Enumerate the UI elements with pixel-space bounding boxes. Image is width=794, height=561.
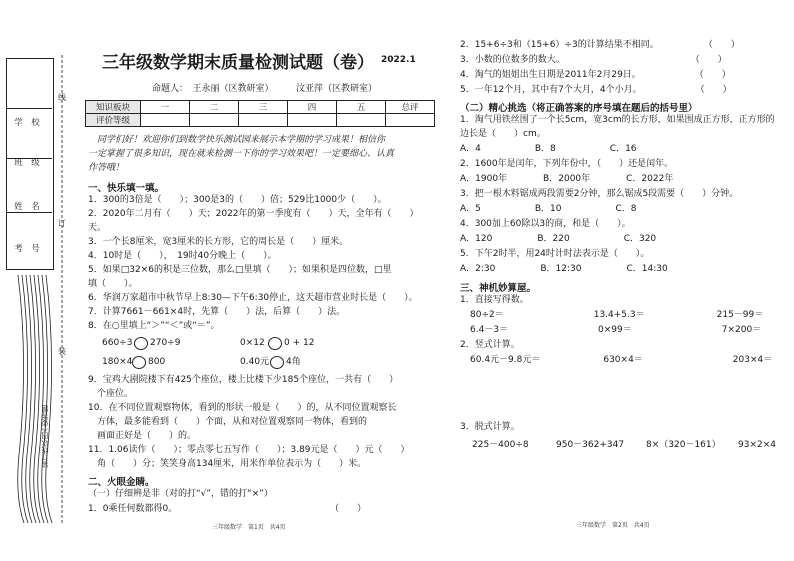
expression: 93×2×4 bbox=[738, 440, 776, 450]
grade-cell[interactable] bbox=[337, 114, 386, 127]
question-line: 4．300加上60除以3的商，和是（ ）。 bbox=[460, 219, 631, 229]
exam-year: 2022.1 bbox=[381, 55, 416, 65]
question-line: 1．0乘任何数都得0。 （ ） bbox=[88, 504, 367, 514]
grade-cell[interactable] bbox=[239, 114, 288, 127]
question-line: 1．直接写得数。 bbox=[460, 295, 529, 305]
question-line: 画面正好是（ ）的。 bbox=[88, 431, 197, 441]
question-line: 2．15+6÷3和（15+6）÷3的计算结果不相同。 （ ） bbox=[460, 40, 740, 50]
options-line: A．5 B．10 C．8 bbox=[460, 204, 637, 214]
options-line: A．1900年 B．2000年 C．2022年 bbox=[460, 174, 674, 184]
authors-line: 命题人： 王永丽（区教研室） 汶亚萍（区教研室） bbox=[152, 84, 378, 94]
calc-row: 80÷2＝ 13.4+5.3＝ 215－99＝ bbox=[470, 310, 764, 320]
compare-item: 0.40元 bbox=[240, 357, 270, 367]
table-cell: 五 bbox=[337, 101, 386, 114]
section-heading: 三、神机妙算屋。 bbox=[460, 283, 537, 294]
intro-line: 同学们好！欢迎你们到数学快乐测试园来展示本学期的学习成果！相信你 bbox=[88, 135, 386, 145]
info-divider bbox=[6, 108, 52, 109]
table-cell: 一 bbox=[141, 101, 190, 114]
question-line: 9．宝鸡大剧院楼下有425个座位，楼上比楼下少185个座位，一共有（ ） bbox=[88, 375, 399, 385]
name-label: 姓 名 bbox=[14, 202, 40, 212]
question-line: 个座位。 bbox=[88, 389, 134, 399]
compare-item: 660÷3 bbox=[102, 338, 133, 348]
section-heading: 二、火眼金睛。 bbox=[88, 477, 155, 488]
options-line: A．120 B．220 C．320 bbox=[460, 234, 657, 244]
compare-item: 4角 bbox=[286, 357, 301, 367]
score-table-grade-row bbox=[86, 114, 435, 127]
grade-cell[interactable] bbox=[386, 114, 435, 127]
question-line: 3．脱式计算。 bbox=[460, 422, 520, 432]
question-line: 1．淘气用铁丝围了一个长5cm，宽3cm的长方形，如果围成正方形，正方形的 bbox=[460, 115, 775, 125]
calc-row: 6.4－3＝ 0×99＝ 7×200＝ bbox=[470, 325, 762, 335]
question-line: 3．一个长8厘米，宽3厘米的长方形，它的周长是（ ）厘米。 bbox=[88, 237, 349, 247]
question-line: 填（ ）。 bbox=[88, 279, 138, 289]
table-cell: 三 bbox=[239, 101, 288, 114]
compare-oval[interactable] bbox=[134, 337, 148, 350]
question-line: 4．淘气的姐姐出生日期是2011年2月29日。 （ ） bbox=[460, 70, 731, 80]
question-line: 3．把一根木料锯成两段需要2分钟，那么锯成5段需要（ ）分钟。 bbox=[460, 189, 739, 199]
exam-title: 三年级数学期末质量检测试题（卷） bbox=[102, 53, 374, 73]
question-line: 5．一年12个月，其中有7个大月，4个小月。 （ ） bbox=[460, 85, 732, 95]
compare-item: 180×4 bbox=[102, 357, 133, 367]
compare-item: 0×12 bbox=[240, 338, 265, 348]
question-line: 7．计算7661－661×4时，先算（ ）法，后算（ ）法。 bbox=[88, 307, 346, 317]
question-line: 11．1.06读作（ ）；零点零七五写作（ ）；3.89元是（ ）元（ ） bbox=[88, 445, 410, 455]
section-heading: （二）精心挑选（将正确答案的序号填在题后的括号里） bbox=[460, 103, 698, 114]
compare-item: 0 + 12 bbox=[284, 338, 315, 348]
calc-row: 60.4元－9.8元＝ 630×4＝ 203×4＝ bbox=[470, 355, 773, 365]
question-line: 2．竖式计算。 bbox=[460, 340, 520, 350]
question-line: 4．10时是（ ）， 19时40分晚上（ ）。 bbox=[88, 251, 277, 261]
question-line: （一）仔细辨是非（对的打“√”，错的打“×”） bbox=[88, 489, 273, 499]
exam-number-label: 考 号 bbox=[14, 244, 40, 254]
page-footer-left: 三年级数学 第1页 共4页 bbox=[212, 524, 286, 531]
grade-cell[interactable] bbox=[190, 114, 239, 127]
class-label: 班 级 bbox=[14, 158, 40, 168]
compare-oval[interactable] bbox=[132, 356, 146, 369]
question-line: 边长是（ ）cm。 bbox=[460, 129, 546, 139]
question-line: 5．下午2时半，用24时计时法表示是（ ）。 bbox=[460, 249, 650, 259]
options-line: A．4 B．8 C．16 bbox=[460, 144, 637, 154]
question-line: 天。 bbox=[88, 223, 107, 233]
question-line: 角（ ）分；笑笑身高134厘米，用米作单位表示为（ ）米。 bbox=[88, 459, 367, 469]
score-table bbox=[85, 100, 435, 127]
table-cell: 知识板块 bbox=[86, 101, 141, 114]
question-line: 3．小数的位数多的数大。 （ ） bbox=[460, 55, 727, 65]
compare-item: 270÷9 bbox=[150, 338, 181, 348]
question-line: 2．2020年二月有（ ）天；2022年的第一季度有（ ）天，全年有（ ） bbox=[88, 209, 419, 219]
compare-oval[interactable] bbox=[268, 337, 282, 350]
binding-mark: 线 bbox=[58, 93, 66, 102]
school-label: 学 校 bbox=[14, 118, 40, 128]
intro-line: 作答哦！ bbox=[88, 163, 125, 173]
intro-line: 一定掌握了很多知识，现在就来检测一下你的学习效果吧！一定要细心、认真 bbox=[88, 149, 395, 159]
info-divider bbox=[6, 212, 52, 213]
question-line: 1．300的3倍是（ ）；300是3的（ ）倍；529比1000少（ ）。 bbox=[88, 195, 387, 205]
score-table-header-row bbox=[86, 101, 435, 114]
compare-oval[interactable] bbox=[270, 356, 284, 369]
compare-item: 800 bbox=[148, 357, 166, 367]
question-line: 2．1600年是闰年，下列年份中，（ ）还是闰年。 bbox=[460, 159, 674, 169]
table-cell: 评价等级 bbox=[86, 114, 141, 127]
grade-cell[interactable] bbox=[288, 114, 337, 127]
page-footer-right: 三年级数学 第2页 共4页 bbox=[576, 522, 650, 529]
table-cell: 总评 bbox=[386, 101, 435, 114]
table-cell: 二 bbox=[190, 101, 239, 114]
expression: 225－400÷8 bbox=[472, 440, 529, 450]
binding-mark: 装 bbox=[58, 347, 66, 356]
question-line: 方体，最多能看到（ ）个面，从和对位置观察同一物体，看到的 bbox=[88, 417, 368, 427]
expression: 950－362+347 bbox=[556, 440, 625, 450]
question-line: 10．在不同位置观察物体，看到的形状一般是（ ）的，从不同位置观察长 bbox=[88, 403, 397, 413]
binding-mark: 订 bbox=[58, 219, 66, 228]
question-line: 5．如果□32×6的积是三位数，那么□里填（ ）；如果积是四位数，□里 bbox=[88, 265, 392, 275]
question-line: 8．在○里填上“＞”“＜”或“＝”。 bbox=[88, 321, 220, 331]
options-line: A．2:30 B．12:30 C．14:30 bbox=[460, 264, 668, 274]
expression: 8×（320－161） bbox=[646, 440, 721, 450]
table-cell: 四 bbox=[288, 101, 337, 114]
binding-warning: 装订线以内不要答题 bbox=[41, 405, 49, 468]
grade-cell[interactable] bbox=[141, 114, 190, 127]
question-line: 6．华润万家超市中秋节早上8:30—下午6:30停止，这天超市营业时长是（ ）。 bbox=[88, 293, 418, 303]
section-heading: 一、快乐填一填。 bbox=[88, 183, 165, 194]
